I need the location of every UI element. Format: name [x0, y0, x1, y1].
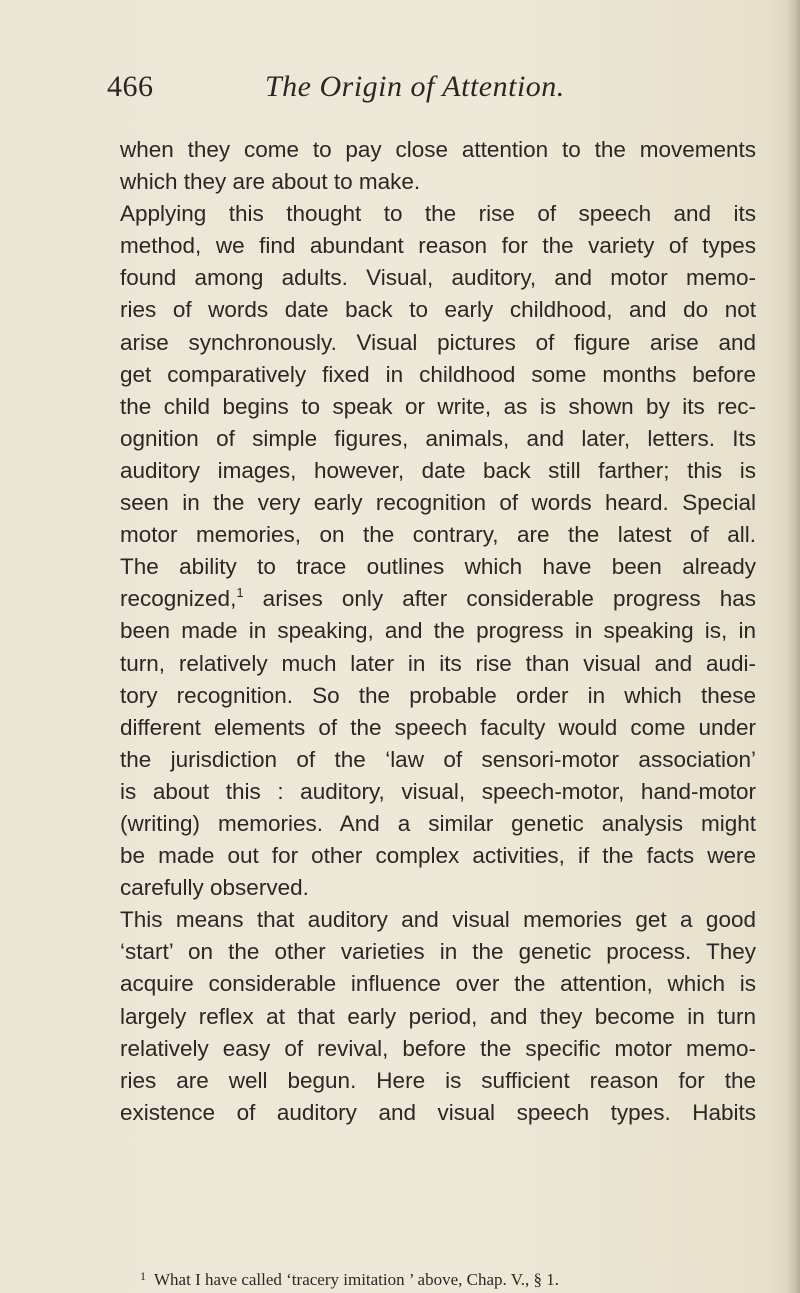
running-head — [107, 70, 747, 120]
text-fragment: recognized, — [120, 586, 237, 612]
text-line: the jurisdiction of the ‘law of sensori-motor association’ — [120, 746, 756, 772]
text-line: acquire considerable influence over the attention, which is — [120, 971, 756, 997]
text-line: motor memories, on the contrary, are the latest of all. — [120, 522, 756, 548]
text-line: the child begins to speak or write, as is shown by its rec- — [120, 393, 756, 419]
text-line: (writing) memories. And a similar genetic analysis might — [120, 810, 756, 836]
text-line: carefully observed. — [120, 875, 309, 901]
text-line: method, we find abundant reason for the variety of types — [120, 233, 756, 259]
text-line: different elements of the speech faculty would come under — [120, 714, 756, 740]
page-number: 466 — [107, 70, 154, 103]
text-line: The ability to trace outlines which have been already — [120, 554, 756, 580]
body-text — [120, 134, 756, 1129]
text-line: existence of auditory and visual speech types. Habits — [120, 1099, 756, 1125]
footnote-mark: 1 — [140, 1269, 146, 1283]
text-line: is about this : auditory, visual, speech-motor, hand-motor — [120, 778, 756, 804]
text-line: largely reflex at that early period, and they become in turn — [120, 1003, 756, 1029]
text-line: tory recognition. So the probable order in which these — [120, 682, 756, 708]
text-line: ‘start’ on the other varieties in the genetic process. They — [120, 939, 756, 965]
text-line: get comparatively fixed in childhood some months before — [120, 361, 756, 387]
text-line: when they come to pay close attention to the movements — [120, 137, 756, 162]
text-line: arise synchronously. Visual pictures of figure arise and — [120, 329, 756, 355]
text-line: ries of words date back to early childhood, and do not — [120, 297, 756, 323]
text-line: Applying this thought to the rise of speech and its — [120, 201, 756, 227]
text-line: relatively easy of revival, before the specific motor memo- — [120, 1035, 756, 1061]
text-line: ognition of simple figures, animals, and later, letters. Its — [120, 425, 756, 451]
text-line: found among adults. Visual, auditory, and motor memo- — [120, 265, 756, 291]
footnote-reference: 1 — [236, 585, 244, 601]
text-line-with-footnote-ref — [120, 583, 756, 615]
text-line: which they are about to make. — [120, 169, 421, 195]
text-line: seen in the very early recognition of words heard. Special — [120, 490, 756, 516]
text-line: auditory images, however, date back still farther; this is — [120, 457, 756, 483]
text-line: been made in speaking, and the progress in speaking is, in — [120, 618, 756, 644]
text-fragment: arises only after considerable progress has — [243, 586, 756, 612]
footnote-text: What I have called ‘tracery imitation ’ above, Chap. V., § 1. — [154, 1270, 560, 1289]
text-line: This means that auditory and visual memories get a good — [120, 907, 756, 933]
footnote — [140, 1266, 700, 1290]
text-line: be made out for other complex activities, if the facts were — [120, 843, 756, 869]
running-title: The Origin of Attention. — [265, 70, 565, 103]
page-edge-shadow — [786, 0, 800, 1293]
text-line: turn, relatively much later in its rise than visual and audi- — [120, 650, 756, 676]
text-line: ries are well begun. Here is sufficient reason for the — [120, 1067, 756, 1093]
